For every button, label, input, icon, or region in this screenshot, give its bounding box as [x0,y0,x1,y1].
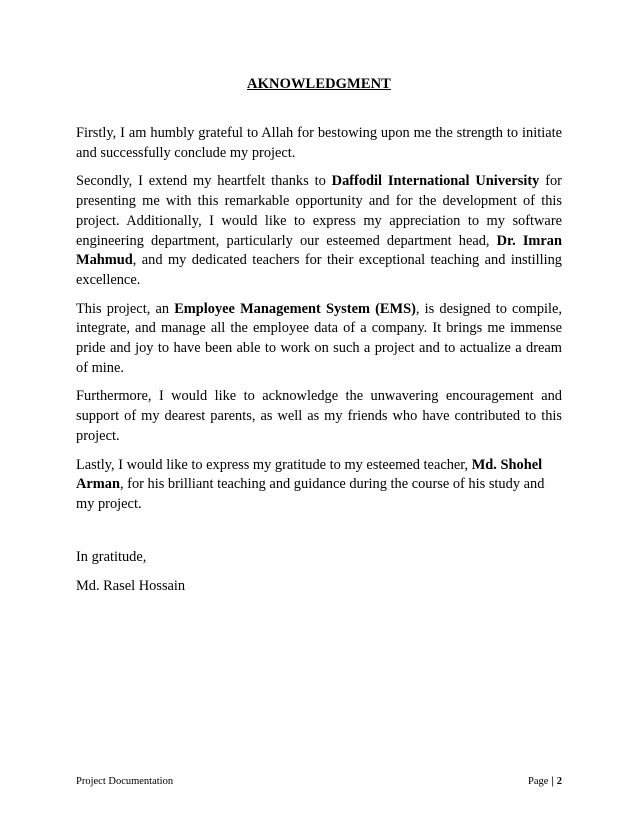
university-name: Daffodil International University [331,173,540,190]
paragraph-family-support [76,387,562,446]
footer-page-value: 2 [556,776,562,787]
paragraph-text: , and my dedicated teachers for their exceptional teaching and instilling excellence. [76,252,562,288]
paragraph-project-description [76,300,562,379]
paragraph-text: Secondly, I extend my heartfelt thanks to [76,173,332,190]
paragraph-university-thanks [76,172,562,290]
author-name: Md. Rasel Hossain [76,577,186,594]
project-name: Employee Management System (EMS) [174,300,416,317]
paragraph-gratitude-allah [76,124,562,163]
acknowledgment-body [76,124,562,524]
paragraph-text: Firstly, I am humbly grateful to Allah for bestowing upon me the strength to initiate and successfully conclude my project. [76,125,562,161]
footer-separator: | [551,776,554,787]
paragraph-text: for presenting me with this remarkable opportunity and for the development of this project. Additionally, I would like to express my appreciation to my software engineering department, particularly our esteemed department head, [76,173,562,249]
paragraph-text: This project, an [76,300,175,317]
closing-salutation: In gratitude, [76,549,147,565]
teacher-name: Md. Shohel Arman [76,456,543,493]
page-footer [76,776,562,787]
paragraph-text: Furthermore, I would like to acknowledge the unwavering encouragement and support of my dearest parents, as well as my friends who have contributed to this project. [76,388,562,444]
footer-page-number [528,776,562,787]
paragraph-teacher-thanks [76,456,562,515]
paragraph-text: , is designed to compile, integrate, and manage all the employee data of a company. It brings me immense pride and joy to have been able to work on such a project and to actualize a dream of mine. [76,300,562,376]
page-title: AKNOWLEDGMENT [247,76,391,92]
footer-document-title: Project Documentation [76,776,174,787]
footer-page-label: Page [528,776,549,787]
paragraph-text: , for his brilliant teaching and guidance during the course of his study and my project. [76,476,545,512]
paragraph-text: Lastly, I would like to express my gratitude to my esteemed teacher, [76,456,472,473]
department-head-name: Dr. Imran Mahmud [76,232,562,269]
closing-block [76,548,185,605]
